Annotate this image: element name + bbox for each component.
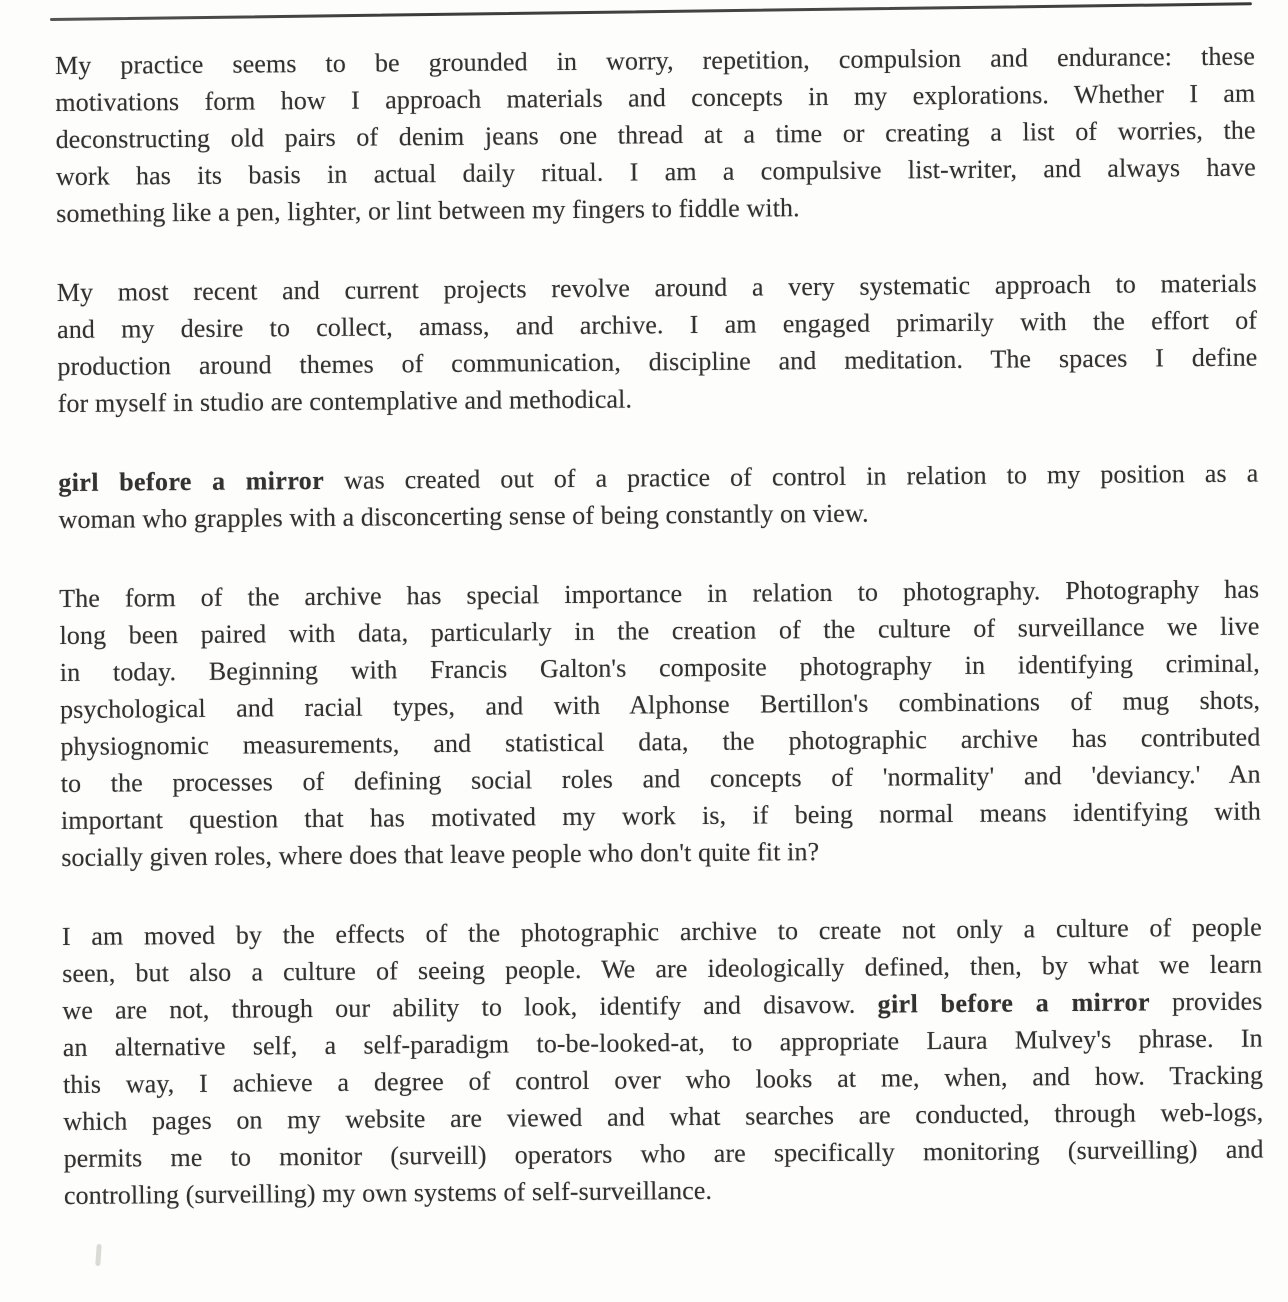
text-segment: important question that has motivated my work is, if being normal means identifying with (60, 796, 1262, 835)
text-segment: long been paired with data, particularly in the creation of the culture of surveillance we live (59, 611, 1260, 650)
text-segment: to the processes of defining social roles and concepts of 'normality' and 'deviancy.' An (60, 759, 1261, 798)
text-segment: and my desire to collect, amass, and archive. I am engaged primarily with the effort of (57, 305, 1258, 344)
text-segment: production around themes of communication, discipline and meditation. The spaces I define (57, 342, 1258, 381)
text-segment: seen, but also a culture of seeing people. We are ideologically defined, then, by what we learn (62, 949, 1263, 988)
text-segment: this way, I achieve a degree of control over who looks at me, when, and how. Tracking (62, 1060, 1264, 1099)
text-segment: The form of the archive has special importance in relation to photography. Photography has (59, 574, 1260, 613)
text-segment: physiognomic measurements, and statistical data, the photographic archive has contributed (60, 722, 1261, 761)
paragraph (58, 455, 1259, 538)
paragraph (62, 909, 1264, 1214)
text-segment: My practice seems to be grounded in worry, repetition, compulsion and endurance: these (54, 41, 1256, 80)
text-segment: psychological and racial types, and with Alphonse Bertillon's combinations of mug shots, (59, 685, 1261, 724)
text-segment: was created out of a practice of control in relation to my position as a (323, 458, 1259, 495)
text-segment: work has its basis in actual daily ritual. I am a compulsive list-writer, and always have (55, 152, 1256, 191)
paragraph (57, 265, 1258, 422)
text-segment: motivations form how I approach materials and concepts in my explorations. Whether I am (55, 78, 1256, 117)
text-segment: we are not, through our ability to look, identify and disavow. (62, 989, 878, 1025)
text-segment: which pages on my website are viewed and what searches are conducted, through web-logs, (63, 1097, 1264, 1136)
text-segment: controlling (surveilling) my own systems of self-surveillance. (63, 1175, 713, 1210)
text-segment: I am moved by the effects of the photographic archive to create not only a culture of people (61, 912, 1262, 951)
text-segment: in today. Beginning with Francis Galton's composite photography in identifying criminal, (59, 648, 1260, 687)
paragraph (59, 571, 1261, 876)
work-title-bold: girl before a mirror (877, 987, 1151, 1019)
text-segment: provides (1149, 986, 1263, 1017)
paragraph (55, 38, 1256, 232)
work-title-bold: girl before a mirror (58, 465, 325, 497)
text-segment: permits me to monitor (surveill) operators who are specifically monitoring (surveilling) and (63, 1134, 1264, 1173)
text-segment: socially given roles, where does that leave people who don't quite fit in? (61, 837, 820, 872)
text-segment: for myself in studio are contemplative and methodical. (57, 384, 633, 418)
text-segment: something like a pen, lighter, or lint between my fingers to fiddle with. (56, 193, 800, 228)
text-segment: My most recent and current projects revolve around a very systematic approach to materials (56, 268, 1257, 307)
text-segment: an alternative self, a self-paradigm to-be-looked-at, to appropriate Laura Mulvey's phrase. In (62, 1023, 1263, 1062)
text-segment: woman who grapples with a disconcerting sense of being constantly on view. (58, 498, 869, 534)
scan-smudge (95, 1244, 102, 1266)
text-segment: deconstructing old pairs of denim jeans one thread at a time or creating a list of worries, the (55, 115, 1256, 154)
